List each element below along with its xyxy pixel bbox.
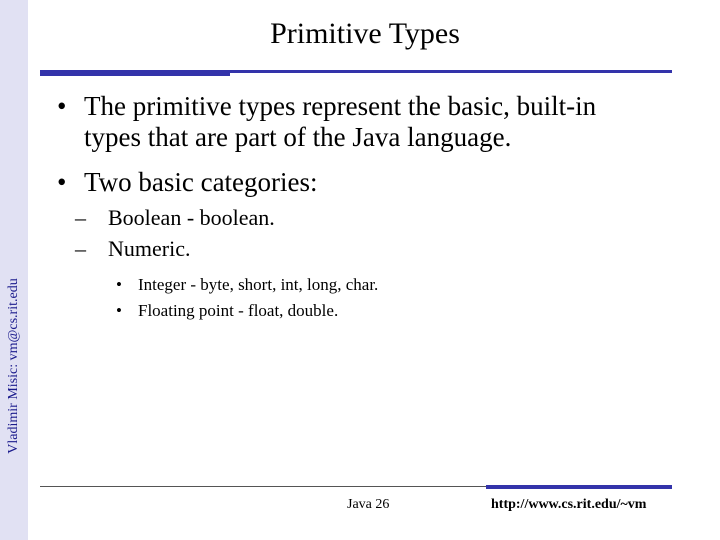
bullet-item bbox=[57, 167, 657, 198]
sidebar-strip bbox=[0, 0, 28, 540]
sub-bullet-text: Boolean - boolean. bbox=[108, 205, 275, 230]
footer-divider-accent bbox=[486, 485, 672, 489]
slide-title: Primitive Types bbox=[270, 17, 460, 50]
bullet-text: Two basic categories: bbox=[84, 167, 318, 197]
sub-bullet-text: Numeric. bbox=[108, 236, 191, 261]
sub-sub-bullet-item bbox=[116, 299, 636, 323]
title-divider-accent bbox=[40, 70, 230, 76]
sub-sub-bullet-text: Floating point - float, double. bbox=[138, 301, 339, 320]
dash-marker: – bbox=[75, 236, 86, 261]
footer-url-link[interactable]: http://www.cs.rit.edu/~vm bbox=[491, 497, 647, 512]
bullet-dot: • bbox=[116, 301, 122, 320]
bullet-text: The primitive types represent the basic, built-in types that are part of the Java language. bbox=[84, 91, 597, 152]
sub-sub-bullet-item bbox=[116, 273, 636, 297]
bullet-dot: • bbox=[57, 167, 67, 197]
dash-marker: – bbox=[75, 205, 86, 230]
author-credit: Vladimir Misic: vm@cs.rit.edu bbox=[6, 278, 21, 454]
bullet-item bbox=[57, 91, 657, 153]
sub-bullet-item bbox=[75, 202, 635, 233]
sub-bullet-item bbox=[75, 233, 635, 264]
footer-page-label: Java 26 bbox=[347, 497, 390, 512]
bullet-dot: • bbox=[116, 275, 122, 294]
bullet-dot: • bbox=[57, 91, 67, 121]
sub-sub-bullet-text: Integer - byte, short, int, long, char. bbox=[138, 275, 379, 294]
